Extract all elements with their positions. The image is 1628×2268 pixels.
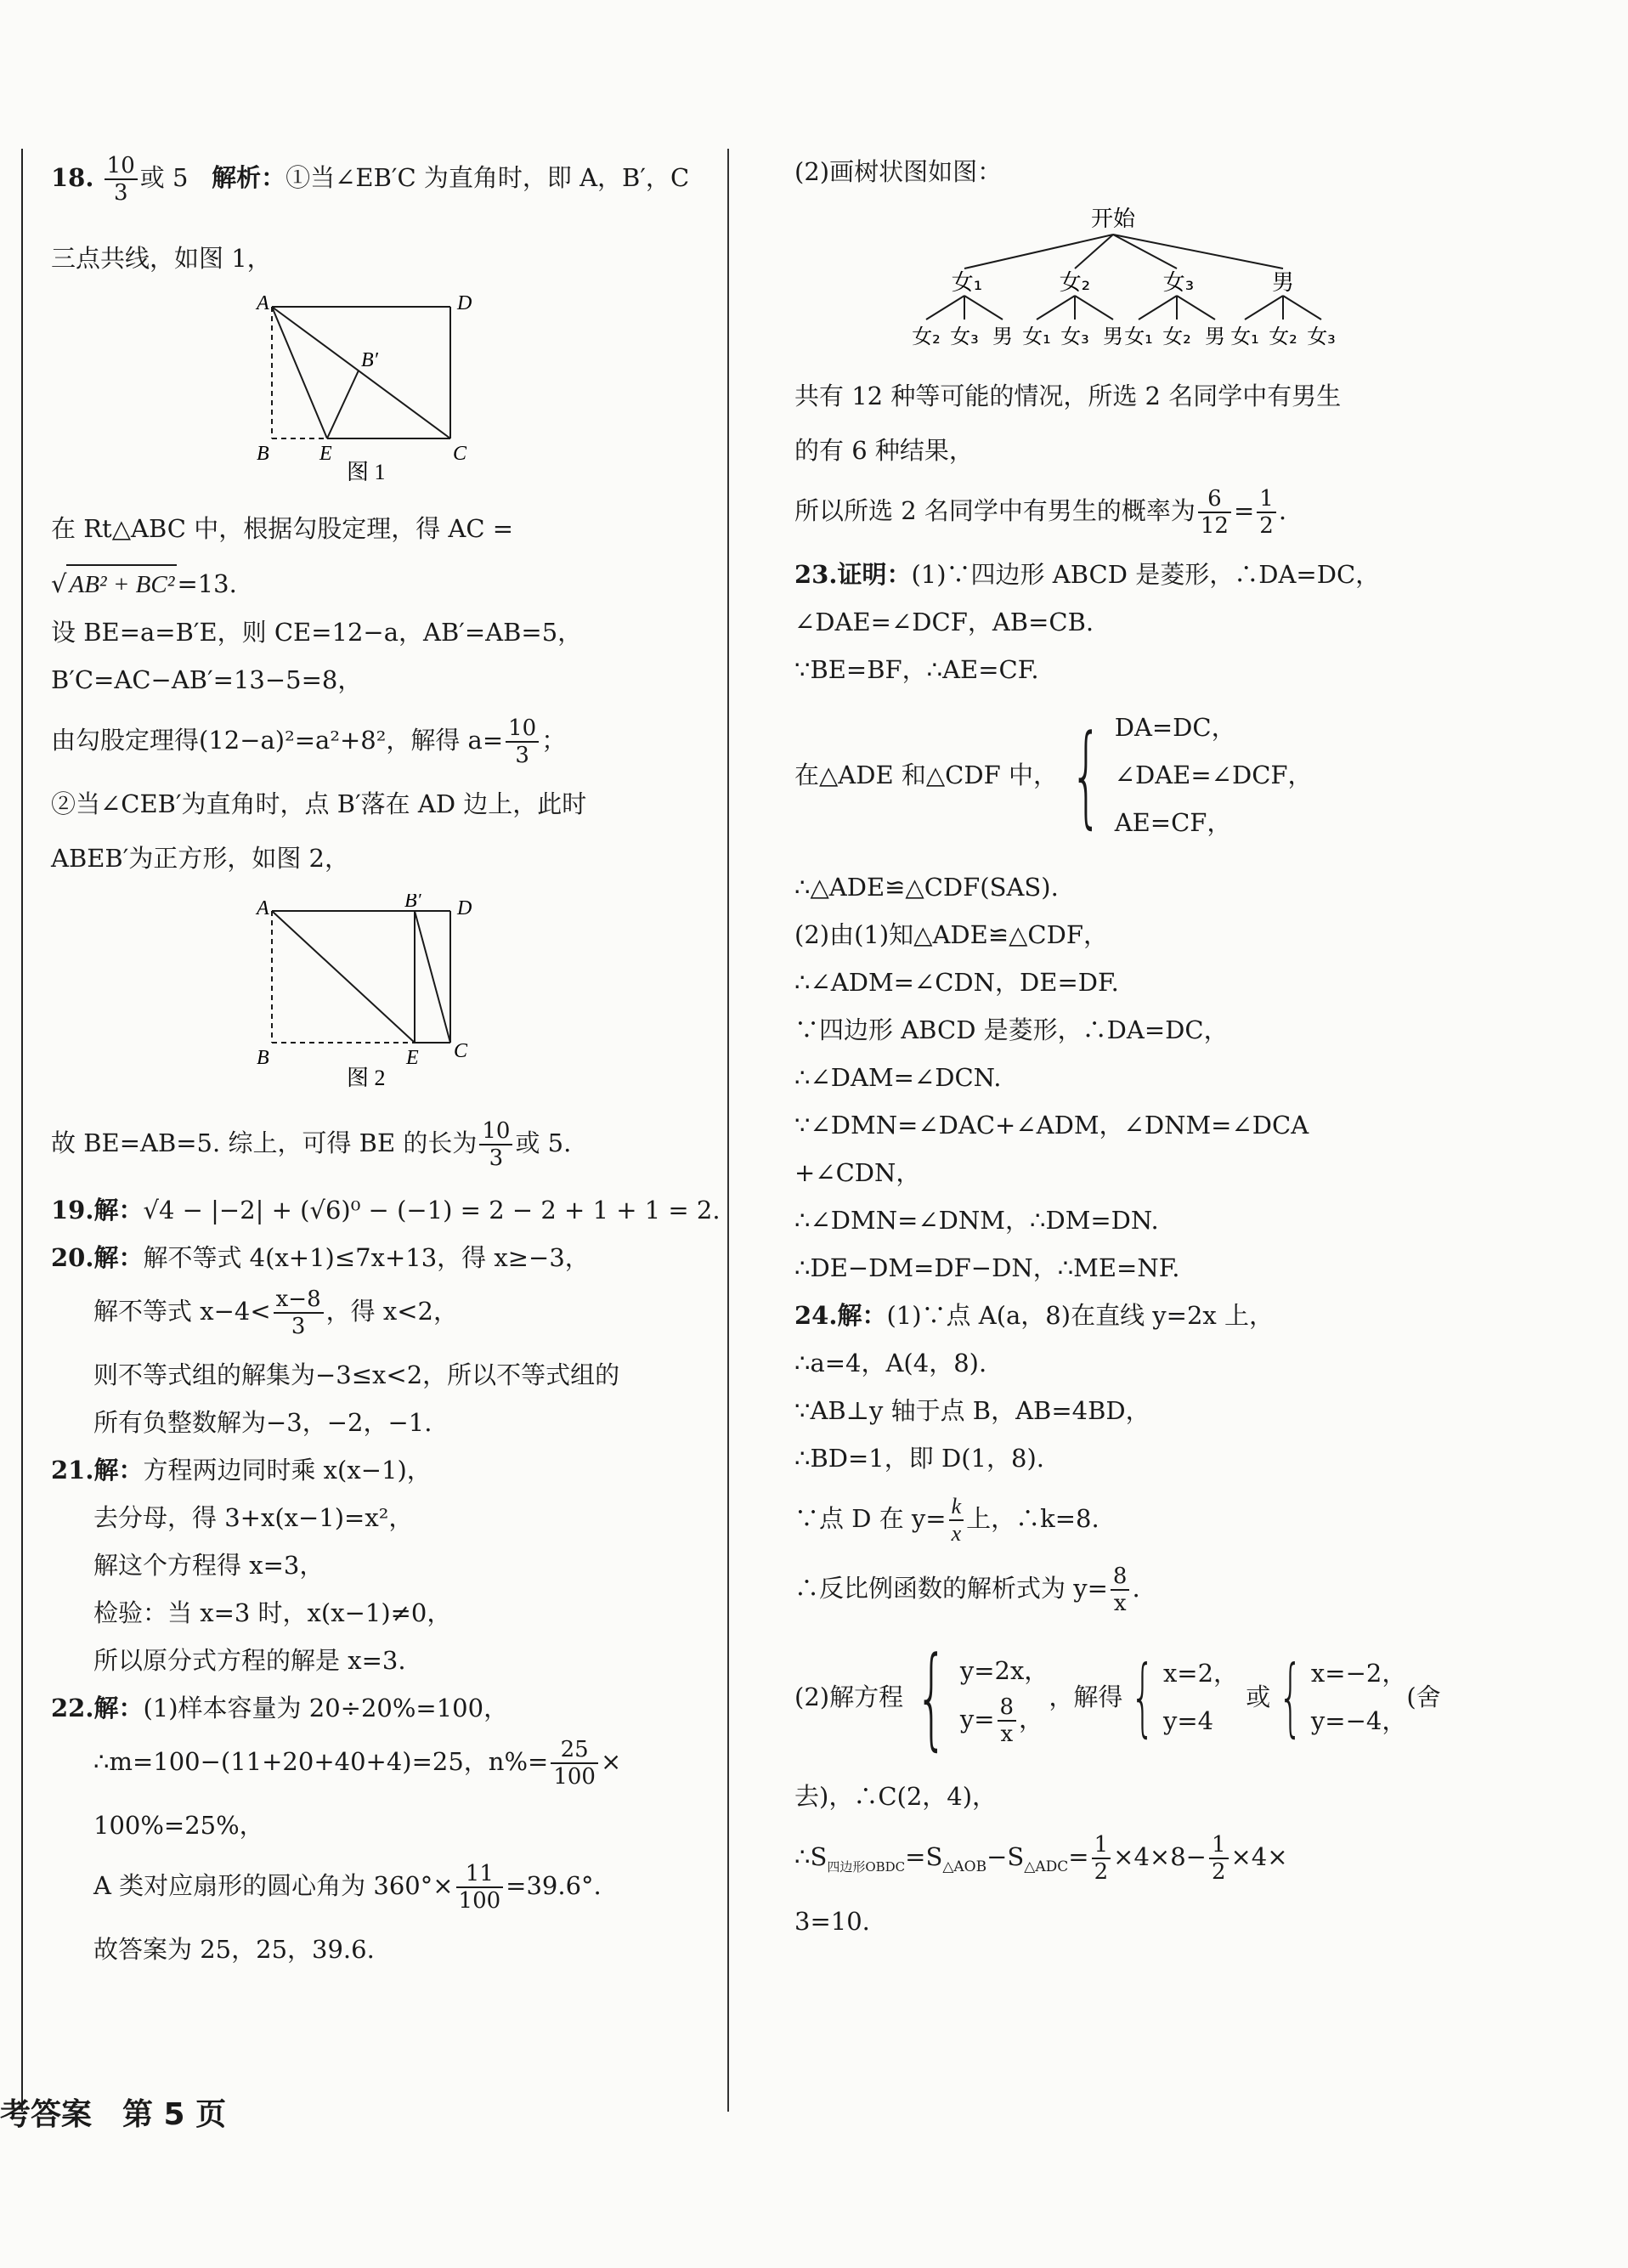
- q18-line-7-tail: ；: [541, 726, 567, 755]
- q24-text-7-pre: (2)解方程: [794, 1683, 904, 1711]
- q24-text-6a: ∴反比例函数的解析式为 y=: [794, 1574, 1108, 1603]
- q24-text-9f: ×4×: [1230, 1842, 1288, 1871]
- tree-leaf-3-0: 女₁: [1230, 325, 1259, 348]
- tree-diagram-svg: [888, 201, 1364, 353]
- q23-line-12: ∴∠DMN=∠DNM，∴DM=DN.: [794, 1206, 1159, 1235]
- q18-line-4: √ AB² + BC² =13.: [51, 564, 697, 603]
- q19-body: √4 − |−2| + (√6)⁰ − (−1) = 2 − 2 + 1 + 1 = 2.: [143, 1196, 721, 1224]
- q23-text-1: (1)∵四边形 ABCD 是菱形，∴DA=DC，: [911, 560, 1381, 589]
- q18-line-1: [51, 153, 697, 206]
- tree-root: 开始: [1090, 206, 1136, 232]
- tree-branch-3: [1113, 235, 1177, 269]
- q23-line-11: +∠CDN，: [794, 1158, 921, 1187]
- q22-line-3: 100%=25%，: [93, 1811, 264, 1840]
- q24-sys2-row-1: y=4: [1162, 1706, 1214, 1735]
- q24-line-1: [794, 1297, 1440, 1334]
- fig1-label-d: D: [457, 294, 472, 314]
- q19-label: 解：: [93, 1196, 144, 1224]
- q24-fraction-half-1: [1092, 1832, 1111, 1885]
- q24-text-9b: =S: [905, 1842, 943, 1871]
- q24-sys1-row-0: y=2x，: [959, 1656, 1049, 1685]
- q23-system: [1058, 704, 1313, 846]
- tree-leaf-0-1: 女₃: [950, 325, 979, 348]
- q20-frac-num: x−8: [274, 1287, 324, 1314]
- q22-eq: =: [1233, 496, 1255, 525]
- q18-line-10-text: 故 BE=AB=5. 综上，可得 BE 的长为: [51, 1128, 478, 1157]
- q24-system-3-rows: [1311, 1649, 1406, 1745]
- q22-text-2b: ×: [600, 1747, 622, 1776]
- q22-fraction-2: [456, 1861, 504, 1914]
- fig2-label-bp: B′: [404, 894, 421, 912]
- q18-line-10-tail: 或 5.: [515, 1128, 572, 1157]
- tree-leaf-3-1: 女₂: [1269, 325, 1297, 348]
- q24-label: 解：: [837, 1301, 887, 1330]
- q22-line-6: (2)画树状图如图：: [794, 157, 1003, 186]
- q19-line: [51, 1191, 721, 1229]
- q18-line-10-fraction: [479, 1118, 512, 1171]
- q24-line-3: ∵AB⊥y 轴于点 B，AB=4BD，: [794, 1396, 1150, 1425]
- q24-half2-num: 1: [1209, 1832, 1229, 1859]
- q23-line-4: [794, 698, 1440, 851]
- q22-frac1-num: 25: [551, 1737, 598, 1764]
- q24-text-5b: 上，∴k=8.: [966, 1504, 1099, 1533]
- q24-sys2-row-0: x=2，: [1162, 1659, 1239, 1688]
- q23-line-3: ∵BE=BF，∴AE=CF.: [794, 655, 1039, 684]
- figure-1-diagram: [255, 294, 476, 481]
- q24-text-5a: ∵点 D 在 y=: [794, 1504, 947, 1533]
- q21-line-2: 去分母，得 3+x(x−1)=x²，: [93, 1503, 414, 1532]
- q20-line-1: [51, 1239, 697, 1276]
- figure-2-diagram: [255, 894, 476, 1089]
- q23-line-13: ∴DE−DM=DF−DN，∴ME=NF.: [794, 1253, 1180, 1282]
- right-column: [794, 153, 1440, 1957]
- q18-label: 解析：: [212, 163, 286, 192]
- q20-text-1: 解不等式 4(x+1)≤7x+13，得 x≥−3，: [143, 1243, 590, 1272]
- tree-leaf-2-0: 女₁: [1124, 325, 1153, 348]
- tree-leaf-2-1: 女₂: [1162, 325, 1191, 348]
- q22-frac2-den: 100: [458, 1888, 501, 1914]
- q24-line-8: 去)，∴C(2，4)，: [794, 1782, 998, 1811]
- fig1-label-bp: B′: [361, 349, 378, 371]
- q18-line-7-fraction: [506, 715, 539, 768]
- q23-sys-row-0: DA=DC，: [1114, 713, 1236, 742]
- q22-fraction-3: [1198, 486, 1231, 539]
- q22-text-9a: 所以所选 2 名同学中有男生的概率为: [794, 496, 1196, 525]
- q18-line-10-den: 3: [489, 1145, 504, 1171]
- q24-fraction-half-2: [1209, 1832, 1229, 1885]
- q22-text-2a: ∴m=100−(11+20+40+4)=25，n%=: [93, 1747, 549, 1776]
- q18-line-7-num: 10: [506, 715, 539, 743]
- q22-fraction-4: [1257, 486, 1276, 539]
- q24-sys1-row-1b: ，: [1019, 1705, 1044, 1734]
- q24-line-10: 3=10.: [794, 1906, 870, 1936]
- fig2-label-a: A: [257, 897, 269, 919]
- q20-fraction: [274, 1287, 324, 1339]
- q24-system-1: [903, 1632, 1049, 1762]
- q22-frac2-num: 11: [456, 1861, 504, 1888]
- q18-line-3: 在 Rt△ABC 中，根据勾股定理，得 AC =: [51, 514, 514, 543]
- q23-line-2: ∠DAE=∠DCF，AB=CB.: [794, 608, 1094, 636]
- q22-frac4-den: 2: [1259, 513, 1274, 539]
- q24-fraction-k: [949, 1494, 964, 1547]
- q24-sub-2: △AOB: [942, 1858, 987, 1875]
- q20-text-2b: ，得 x<2，: [325, 1297, 458, 1326]
- fig1-label-a: A: [257, 294, 269, 314]
- q23-sys-row-1: ∠DAE=∠DCF，: [1114, 761, 1313, 789]
- q23-line-8: ∵四边形 ABCD 是菱形，∴DA=DC，: [794, 1015, 1229, 1044]
- q24-half2-den: 2: [1211, 1859, 1226, 1885]
- q18-line-7: [51, 715, 697, 768]
- q22-frac3-num: 6: [1198, 486, 1231, 513]
- tree-leaf-2-2: 男: [1205, 325, 1225, 348]
- q24-sub-3: △ADC: [1024, 1858, 1069, 1875]
- tree-l1-1: 女₂: [1059, 270, 1091, 296]
- q24-frac-k-den: x: [951, 1521, 962, 1546]
- tree-leaf-1-0: 女₁: [1022, 325, 1051, 348]
- q18-number: 18.: [51, 163, 94, 192]
- q22-text-4b: =39.6°.: [506, 1871, 602, 1900]
- q24-line-2: ∴a=4，A(4，8).: [794, 1349, 987, 1377]
- q24-brace-3: {: [1278, 1647, 1303, 1746]
- tree-leaf-0-2: 男: [992, 325, 1013, 348]
- q18-answer-tail: 或 5: [139, 163, 189, 192]
- q24-system-1-rows: [960, 1647, 1049, 1747]
- q23-line-10: ∵∠DMN=∠DAC+∠ADM，∠DNM=∠DCA: [794, 1111, 1309, 1140]
- q24-brace-1: {: [915, 1632, 948, 1762]
- q22-label: 解：: [93, 1694, 144, 1722]
- q22-frac1-den: 100: [553, 1764, 596, 1790]
- q18-line-5: 设 BE=a=B′E，则 CE=12−a，AB′=AB=5，: [51, 618, 583, 647]
- fig2-edge-bpc: [415, 911, 450, 1043]
- fig2-caption: 图 2: [347, 1066, 386, 1089]
- tree-leaf-branches: [926, 296, 1321, 320]
- figure-1: [255, 294, 697, 484]
- q23-number: 23.: [794, 560, 838, 589]
- q18-answer-den: 3: [113, 180, 128, 206]
- q24-text-9a: ∴S: [794, 1842, 828, 1871]
- q18-line-10: [51, 1118, 697, 1171]
- q22-line-2: [51, 1737, 697, 1790]
- q18-line-2: 三点共线，如图 1，: [51, 244, 272, 273]
- q24-text-9c: −S: [986, 1842, 1025, 1871]
- q18-line-10-num: 10: [479, 1118, 512, 1145]
- q18-line-8: ②当∠CEB′为直角时，点 B′落在 AD 边上，此时: [51, 789, 587, 818]
- tree-branch-4: [1113, 235, 1283, 269]
- q24-sys1-fraction: [998, 1694, 1017, 1747]
- q22-text-4a: A 类对应扇形的圆心角为 360°×: [93, 1871, 454, 1900]
- q24-number: 24.: [794, 1301, 838, 1330]
- q23-sys-row-2: AE=CF，: [1114, 808, 1232, 837]
- fig1-edge-ebp: [327, 370, 359, 438]
- q24-frac-k-num: k: [949, 1494, 964, 1521]
- fig2-edge-ae: [272, 911, 415, 1043]
- tree-l1-3: 男: [1271, 270, 1295, 296]
- q21-label: 解：: [93, 1456, 144, 1485]
- q22-number: 22.: [51, 1694, 94, 1722]
- q21-text-1: 方程两边同时乘 x(x−1)，: [143, 1456, 432, 1485]
- q22-line-1: [51, 1689, 697, 1727]
- q21-number: 21.: [51, 1456, 94, 1485]
- q22-line-7: 共有 12 种等可能的情况，所选 2 名同学中有男生: [794, 382, 1342, 410]
- q20-label: 解：: [93, 1243, 144, 1272]
- fig2-label-b: B: [257, 1047, 269, 1069]
- q24-text-6b: .: [1132, 1574, 1140, 1603]
- q23-line-5: ∴△ADE≌△CDF(SAS).: [794, 873, 1059, 902]
- q18-line-9: ABEB′为正方形，如图 2，: [51, 844, 349, 873]
- q21-line-5: 所以原分式方程的解是 x=3.: [93, 1646, 406, 1675]
- q24-line-6: [794, 1564, 1440, 1616]
- q24-system-3: [1270, 1649, 1406, 1745]
- q24-line-5: [794, 1494, 1440, 1547]
- q24-fraction-8x: [1111, 1564, 1130, 1616]
- q24-brace-2: {: [1130, 1647, 1156, 1746]
- q22-text-1: (1)样本容量为 20÷20%=100，: [143, 1694, 509, 1722]
- q24-text-9e: ×4×8−: [1113, 1842, 1207, 1871]
- page-footer: 考答案 第 5 页: [0, 2097, 227, 2132]
- q23-system-rows: [1115, 704, 1313, 846]
- q22-line-8: 的有 6 种结果，: [794, 436, 974, 465]
- fig2-label-e: E: [406, 1047, 419, 1069]
- q24-half1-num: 1: [1092, 1832, 1111, 1859]
- q23-line-7: ∴∠ADM=∠CDN，DE=DF.: [794, 968, 1119, 997]
- q22-line-9: [794, 486, 1440, 539]
- tree-l1-2: 女₃: [1162, 270, 1195, 296]
- q18-answer-num: 10: [105, 153, 138, 180]
- q24-sub-1: 四边形OBDC: [827, 1858, 906, 1875]
- q22-fraction-1: [551, 1737, 598, 1790]
- q21-line-1: [51, 1451, 697, 1489]
- q24-text-7-or: 或: [1246, 1683, 1271, 1711]
- tree-leaf-3-2: 女₃: [1307, 325, 1336, 348]
- q24-sys3-row-0: x=−2，: [1310, 1659, 1407, 1688]
- tree-leaves: [912, 325, 1336, 348]
- q20-frac-den: 3: [291, 1314, 306, 1339]
- q23-line-9: ∴∠DAM=∠DCN.: [794, 1063, 1002, 1092]
- q21-line-3: 解这个方程得 x=3，: [93, 1551, 325, 1580]
- q20-line-4: 所有负整数解为−3，−2，−1.: [93, 1408, 432, 1437]
- q24-text-7-mid: ，解得: [1049, 1683, 1123, 1711]
- q23-text-4-pre: 在△ADE 和△CDF 中，: [794, 761, 1058, 789]
- left-column: [51, 153, 721, 1985]
- fig1-caption: 图 1: [347, 460, 386, 481]
- q20-line-3: 则不等式组的解集为−3≤x<2，所以不等式组的: [93, 1360, 620, 1389]
- q22-line-5: 故答案为 25，25，39.6.: [93, 1935, 375, 1964]
- tree-l1-0: 女₁: [951, 270, 983, 296]
- q22-text-9b: .: [1278, 496, 1287, 525]
- q18-answer-fraction: [105, 153, 138, 206]
- q24-system-2: [1122, 1649, 1238, 1745]
- q22-frac3-den: 12: [1200, 513, 1229, 539]
- q24-sys1-row-1: [960, 1694, 1049, 1747]
- fig1-label-c: C: [453, 443, 467, 465]
- tree-diagram: [888, 201, 1440, 357]
- q18-radicand: AB² + BC²: [66, 564, 177, 603]
- q24-text-9d: =: [1068, 1842, 1089, 1871]
- left-margin-rule: [21, 149, 23, 2112]
- q24-sys3-row-1: y=−4，: [1310, 1706, 1407, 1735]
- q24-half1-den: 2: [1094, 1859, 1109, 1885]
- q24-line-9: [794, 1832, 1440, 1886]
- q24-frac-8x-den: x: [1113, 1591, 1127, 1616]
- tree-leaf-1-2: 男: [1103, 325, 1123, 348]
- q20-number: 20.: [51, 1243, 94, 1272]
- tree-branch-1: [964, 235, 1113, 269]
- q18-line-7-text: 由勾股定理得(12−a)²=a²+8²，解得 a=: [51, 726, 504, 755]
- q24-text-7-tail: (舍: [1406, 1683, 1441, 1711]
- q23-line-1: [794, 556, 1440, 593]
- q24-sys1-frac-num: 8: [998, 1694, 1017, 1722]
- tree-leaf-0-0: 女₂: [912, 325, 941, 348]
- q20-line-2: [51, 1287, 697, 1339]
- q24-sys1-frac-den: x: [1000, 1722, 1014, 1747]
- q24-line-4: ∴BD=1，即 D(1，8).: [794, 1444, 1044, 1473]
- q24-sys1-row-1a: y=: [959, 1705, 995, 1734]
- q18-line-6: B′C=AC−AB′=13−5=8，: [51, 665, 363, 694]
- fig1-label-b: B: [257, 443, 269, 465]
- q24-text-1: (1)∵点 A(a，8)在直线 y=2x 上，: [886, 1301, 1275, 1330]
- q20-text-2a: 解不等式 x−4<: [93, 1297, 271, 1326]
- column-divider: [727, 149, 729, 2112]
- q22-frac4-num: 1: [1257, 486, 1276, 513]
- q21-line-4: 检验：当 x=3 时，x(x−1)≠0，: [93, 1598, 452, 1627]
- fig1-label-e: E: [319, 443, 332, 465]
- q18-text-1: ①当∠EB′C 为直角时，即 A，B′，C: [285, 163, 690, 192]
- q23-line-6: (2)由(1)知△ADE≌△CDF，: [794, 920, 1108, 949]
- tree-leaf-1-1: 女₃: [1060, 325, 1089, 348]
- q18-line-7-den: 3: [515, 743, 529, 768]
- q19-number: 19.: [51, 1196, 94, 1224]
- q24-line-7: [794, 1633, 1440, 1761]
- q23-label: 证明：: [837, 560, 912, 589]
- q18-line-4-tail: =13.: [177, 569, 237, 598]
- fig2-label-c: C: [454, 1040, 468, 1062]
- q23-brace: {: [1070, 710, 1102, 840]
- q24-system-2-rows: [1163, 1649, 1238, 1745]
- q24-frac-8x-num: 8: [1111, 1564, 1130, 1591]
- q22-line-4: [51, 1861, 697, 1914]
- figure-2: [255, 894, 697, 1093]
- fig2-label-d: D: [457, 897, 472, 919]
